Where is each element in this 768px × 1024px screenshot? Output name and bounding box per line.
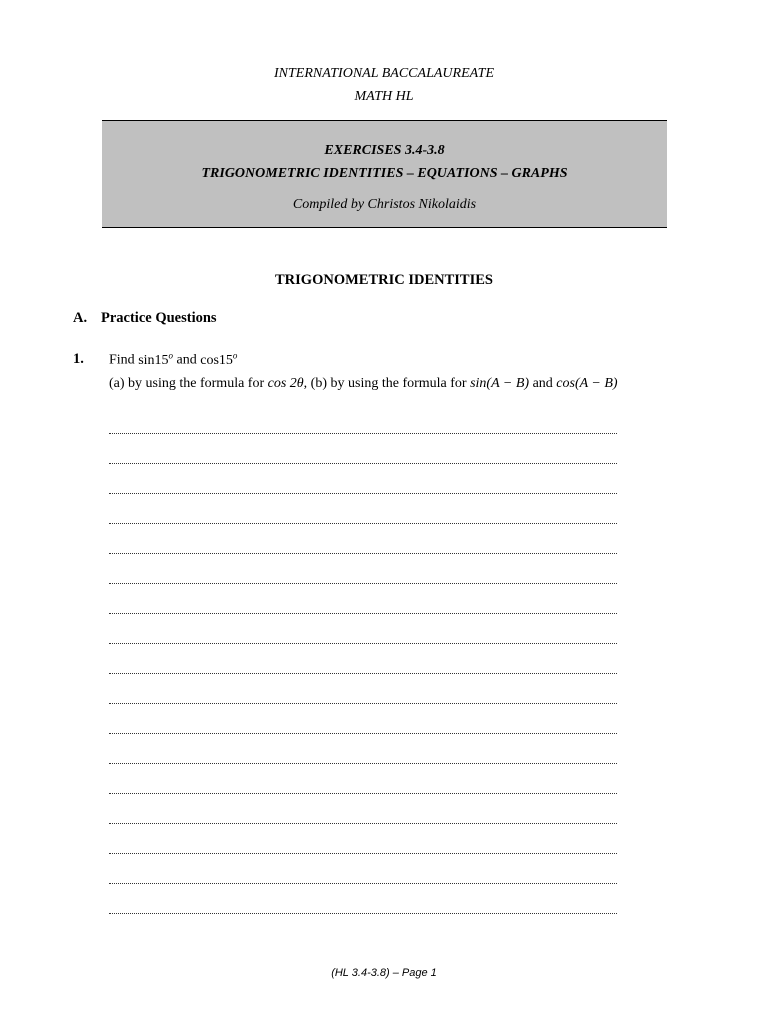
sin15-expression — [138, 350, 174, 368]
section-title: TRIGONOMETRIC IDENTITIES — [275, 272, 493, 288]
part-a-text: (a) by using the formula for — [109, 376, 265, 391]
answer-line — [109, 553, 617, 554]
answer-line — [109, 883, 617, 884]
subsection-title: Practice Questions — [101, 310, 217, 326]
cos-a-minus-b-expression: cos(A − B) — [556, 376, 618, 391]
answer-line — [109, 703, 617, 704]
cos15-expression — [200, 350, 238, 368]
answer-line — [109, 763, 617, 764]
subsection-letter: A. — [73, 310, 88, 326]
exercise-range: EXERCISES 3.4-3.8 — [324, 143, 445, 158]
degree-symbol: o — [168, 350, 174, 360]
page-footer: (HL 3.4-3.8) – Page 1 — [331, 967, 437, 979]
answer-line — [109, 433, 617, 434]
answer-line — [109, 613, 617, 614]
part-b-text: , (b) by using the formula for — [303, 376, 467, 391]
org-title: INTERNATIONAL BACCALAUREATE — [274, 66, 494, 81]
answer-line — [109, 733, 617, 734]
author-credit: Compiled by Christos Nikolaidis — [292, 197, 477, 212]
course-title: MATH HL — [354, 89, 414, 104]
answer-line — [109, 493, 617, 494]
find-text: Find — [109, 352, 135, 368]
degree-symbol: o — [232, 350, 238, 360]
answer-line — [109, 853, 617, 854]
sin-a-minus-b-expression: sin(A − B) — [470, 376, 530, 391]
question-number: 1. — [73, 351, 84, 367]
answer-line — [109, 913, 617, 914]
topic-title: TRIGONOMETRIC IDENTITIES – EQUATIONS – GRAPHS — [201, 166, 568, 181]
cos15-text: cos15 — [200, 352, 233, 368]
answer-line — [109, 583, 617, 584]
answer-line — [109, 793, 617, 794]
answer-line — [109, 823, 617, 824]
question-parts — [109, 376, 618, 392]
title-box — [102, 120, 667, 228]
and-text: and — [532, 376, 553, 391]
answer-line — [109, 673, 617, 674]
and-text: and — [176, 352, 197, 368]
sin15-text: sin15 — [138, 352, 169, 368]
question-prompt — [109, 350, 237, 369]
answer-line — [109, 463, 617, 464]
answer-line — [109, 643, 617, 644]
answer-line — [109, 523, 617, 524]
cos2theta-expression: cos 2θ — [267, 376, 304, 391]
